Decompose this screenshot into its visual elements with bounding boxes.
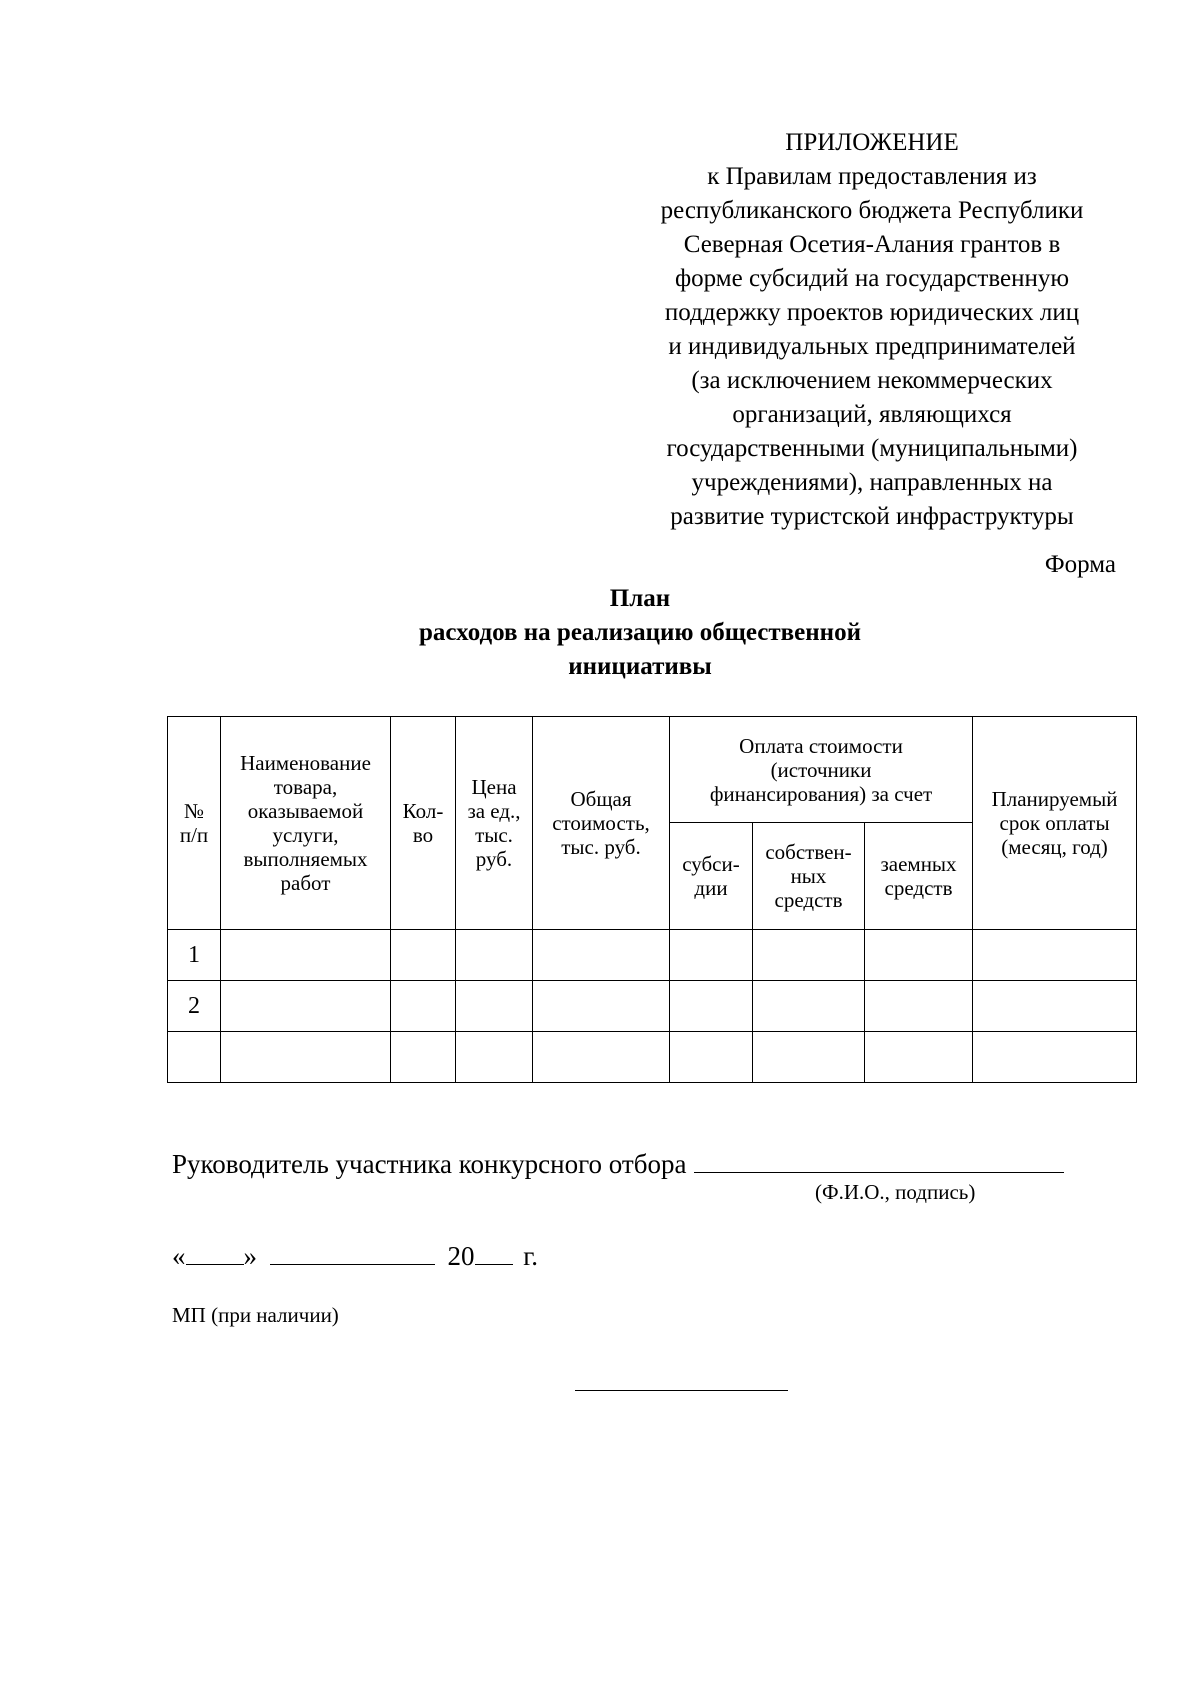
month-field[interactable] — [270, 1240, 435, 1265]
cell-subsidy[interactable] — [670, 1032, 753, 1083]
close-quote: » — [243, 1241, 257, 1271]
appendix-line: Северная Осетия-Алания грантов в — [683, 231, 1061, 258]
cell-borrowed-funds[interactable] — [865, 981, 973, 1032]
cell-name[interactable] — [221, 981, 391, 1032]
header-total: Общая стоимость, тыс. руб. — [533, 717, 670, 930]
appendix-line: и индивидуальных предпринимателей — [668, 333, 1076, 360]
appendix-line: к Правилам предоставления из — [707, 163, 1037, 190]
appendix-line: республиканского бюджета Республики — [660, 197, 1084, 224]
year-field[interactable] — [475, 1240, 513, 1265]
table-row — [168, 981, 1137, 1032]
row-number: 2 — [168, 981, 221, 1032]
row-number — [168, 1032, 221, 1083]
appendix-line: учреждениями), направленных на — [691, 469, 1053, 496]
cell-own-funds[interactable] — [753, 930, 865, 981]
document-title — [350, 582, 930, 684]
signature-caption: (Ф.И.О., подпись) — [815, 1180, 976, 1204]
cell-subsidy[interactable] — [670, 981, 753, 1032]
cell-price[interactable] — [456, 981, 533, 1032]
cell-planned-date[interactable] — [973, 981, 1137, 1032]
appendix-line: государственными (муниципальными) — [666, 435, 1078, 462]
open-quote: « — [172, 1241, 186, 1271]
appendix-line: ПРИЛОЖЕНИЕ — [785, 129, 959, 156]
appendix-header — [622, 126, 1122, 534]
cell-price[interactable] — [456, 1032, 533, 1083]
cell-own-funds[interactable] — [753, 981, 865, 1032]
cell-price[interactable] — [456, 930, 533, 981]
header-num: № п/п — [168, 717, 221, 930]
header-name: Наименование товара, оказываемой услуги, выполняемых работ — [221, 717, 391, 930]
cell-name[interactable] — [221, 930, 391, 981]
year-suffix: г. — [523, 1241, 539, 1271]
expense-plan-table — [167, 716, 1137, 1083]
century-label: 20 — [447, 1241, 475, 1271]
header-planned: Планируемый срок оплаты (месяц, год) — [973, 717, 1137, 930]
date-row — [172, 1240, 538, 1272]
cell-subsidy[interactable] — [670, 930, 753, 981]
closing-divider — [575, 1390, 788, 1391]
title-line: План — [609, 585, 671, 612]
header-price: Цена за ед., тыс. руб. — [456, 717, 533, 930]
title-line: расходов на реализацию общественной — [419, 619, 861, 646]
appendix-line: поддержку проектов юридических лиц — [664, 299, 1080, 326]
cell-name[interactable] — [221, 1032, 391, 1083]
cell-qty[interactable] — [391, 981, 456, 1032]
signature-label: Руководитель участника конкурсного отбора — [172, 1149, 687, 1179]
header-payment: Оплата стоимости (источники финансирования) за счет — [670, 717, 973, 823]
cell-total[interactable] — [533, 930, 670, 981]
cell-qty[interactable] — [391, 930, 456, 981]
cell-borrowed-funds[interactable] — [865, 1032, 973, 1083]
appendix-line: (за исключением некоммерческих — [691, 367, 1053, 394]
appendix-line: развитие туристской инфраструктуры — [670, 503, 1074, 530]
table-row — [168, 1032, 1137, 1083]
cell-total[interactable] — [533, 981, 670, 1032]
stamp-note: МП (при наличии) — [172, 1303, 339, 1327]
header-own-funds: собствен- ных средств — [753, 823, 865, 930]
header-subsidy: субси- дии — [670, 823, 753, 930]
form-label: Форма — [1044, 551, 1116, 578]
cell-total[interactable] — [533, 1032, 670, 1083]
header-borrowed-funds: заемных средств — [865, 823, 973, 930]
appendix-line: форме субсидий на государственную — [674, 265, 1070, 292]
cell-qty[interactable] — [391, 1032, 456, 1083]
header-qty: Кол- во — [391, 717, 456, 930]
signature-row — [172, 1146, 1064, 1180]
title-line: инициативы — [568, 653, 712, 680]
appendix-line: организаций, являющихся — [732, 401, 1012, 428]
cell-planned-date[interactable] — [973, 1032, 1137, 1083]
row-number: 1 — [168, 930, 221, 981]
signature-field[interactable] — [694, 1146, 1064, 1173]
cell-own-funds[interactable] — [753, 1032, 865, 1083]
table-row — [168, 930, 1137, 981]
day-field[interactable] — [186, 1240, 244, 1265]
cell-borrowed-funds[interactable] — [865, 930, 973, 981]
cell-planned-date[interactable] — [973, 930, 1137, 981]
